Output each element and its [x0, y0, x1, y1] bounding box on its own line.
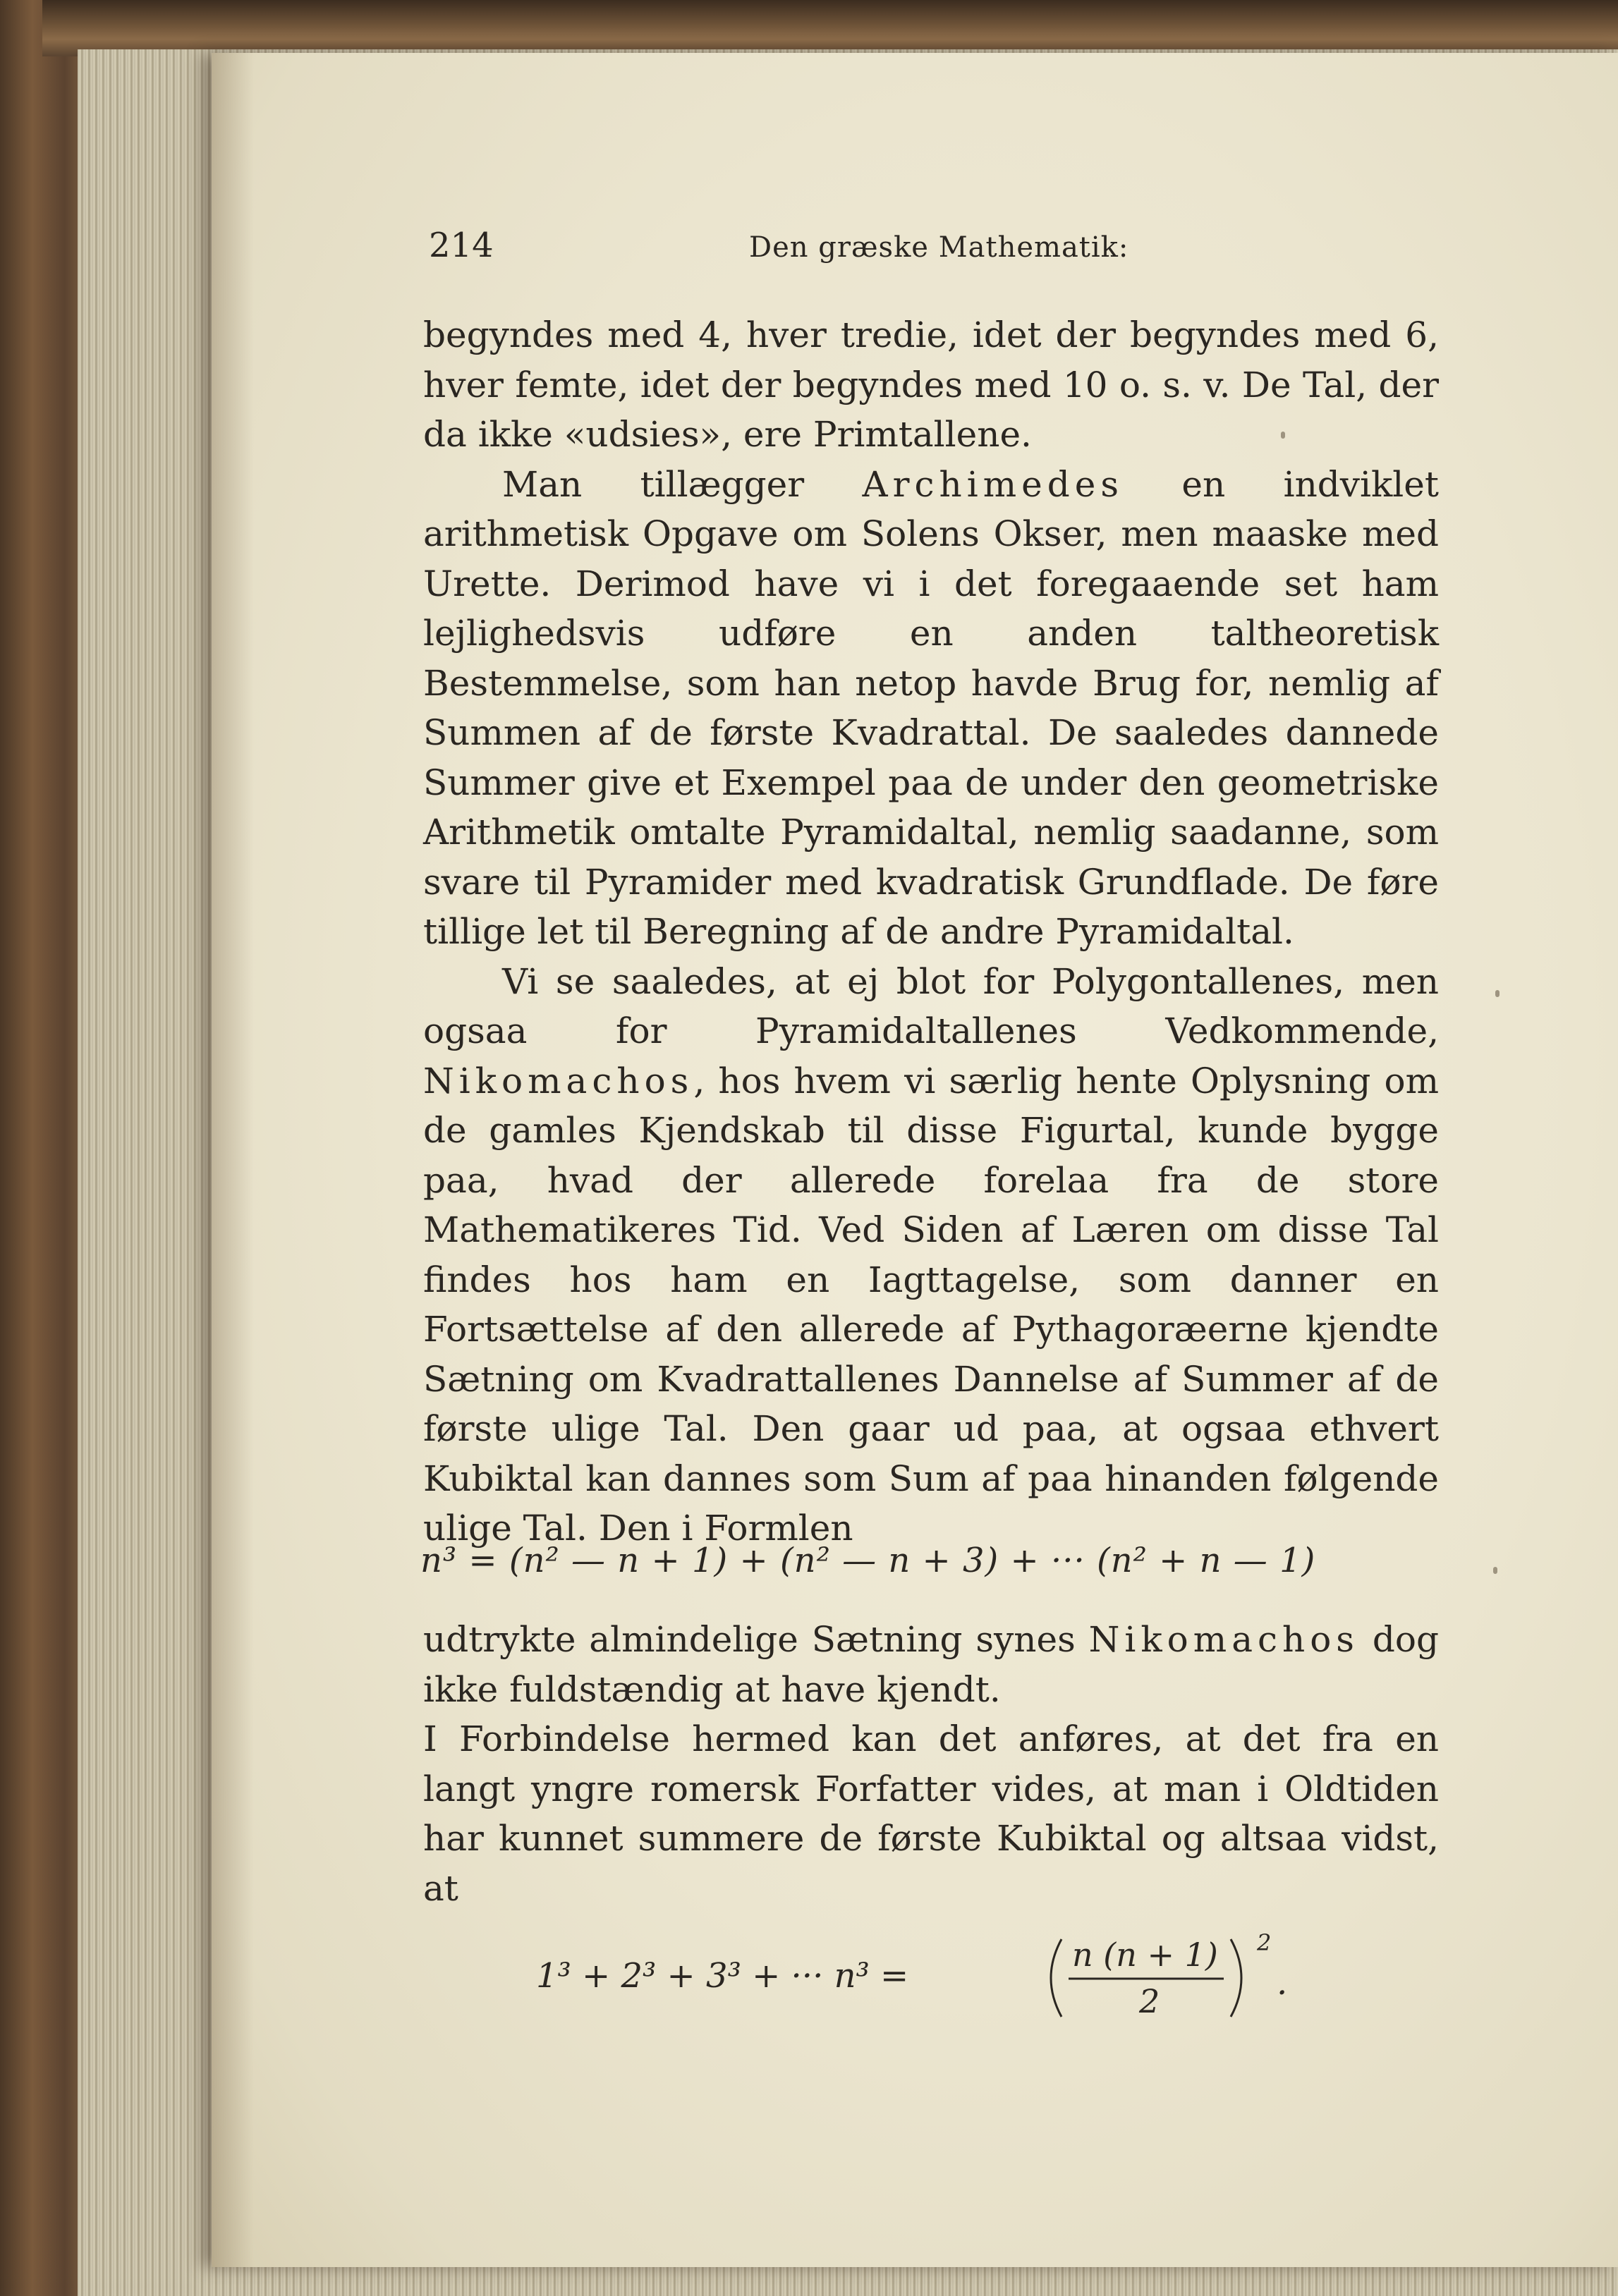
paragraph-3 — [423, 957, 1439, 1553]
paragraph-2 — [423, 460, 1439, 957]
paragraph-2-before: Man tillægger — [502, 463, 863, 505]
page-number: 214 — [429, 226, 494, 265]
formula-sum-of-cubes-svg — [536, 1925, 1340, 2031]
left-paren — [1051, 1939, 1062, 2017]
paper-speck — [1493, 1567, 1497, 1574]
paragraph-4-before: udtrykte almindelige Sætning synes — [423, 1619, 1089, 1660]
paragraph-5: I Forbindelse hermed kan det anføres, at det fra en langt yngre romersk Forfatter vides, at man i Oldtiden har kunnet summere de første Kubiktal og altsaa vidst, at — [423, 1718, 1439, 1909]
name-nikomachos-2: Nikomachos — [1088, 1619, 1359, 1660]
name-nikomachos: Nikomachos — [423, 1060, 694, 1101]
paragraph-3-before: Vi se saaledes, at ej blot for Polygontallenes, men ogsaa for Pyramidaltallenes Vedkommende, — [423, 960, 1439, 1051]
name-archimedes: Archimedes — [862, 463, 1124, 505]
paragraph-2-after: en indviklet arithmetisk Opgave om Solens Okser, men maaske med Urette. Derimod have vi i det foregaaende set ham lejlighedsvis udføre en anden taltheoretisk Bestemmelse, som han netop havde Brug for, nemlig af Summen af de første Kvadrattal. De saaledes dannede Summer give et Exempel paa de under den geometriske Arithmetik omtalte Pyramidaltal, nemlig saadanne, som svare til Pyramider med kvadratisk Grundflade. De føre tillige let til Beregning af de andre Pyramidaltal. — [423, 463, 1439, 952]
paragraph-1: begyndes med 4, hver tredie, idet der begyndes med 6, hver femte, idet der begyndes med 10 o. s. v. De Tal, der da ikke «udsies», ere Primtallene. — [423, 315, 1439, 455]
gutter-shadow — [212, 53, 254, 2267]
formula-exponent: 2 — [1257, 1929, 1272, 1956]
right-paren — [1231, 1939, 1241, 2017]
fraction-denominator: 2 — [1139, 1982, 1160, 2020]
book-top-edge — [42, 0, 1618, 56]
body-text-lower — [423, 1615, 1439, 1913]
paper-speck — [1495, 990, 1500, 997]
formula-sum-of-cubes — [536, 1925, 1340, 2039]
paragraph-3-after: , hos hvem vi særlig hente Oplysning om de gamles Kjendskab til disse Figurtal, kunde bygge paa, hvad der allerede forelaa fra de store Mathematikeres Tid. Ved Siden af Læren om disse Tal findes hos ham en Iagttagelse, som danner en Fortsættelse af den allerede af Pythagoræerne kjendte Sætning om Kvadrattallenes Dannelse af Summer af de første ulige Tal. Den gaar ud paa, at ogsaa ethvert Kubiktal kan dannes som Sum af paa hinanden følgende ulige Tal. Den i Formlen — [423, 1060, 1439, 1549]
running-title: Den græske Mathematik: — [749, 231, 1129, 264]
fraction-numerator: n (n + 1) — [1072, 1936, 1218, 1974]
paragraph-4-after: dog ikke fuldstændig at have kjendt. — [423, 1619, 1439, 1710]
formula-lhs: 1³ + 2³ + 3³ + ··· n³ = — [536, 1956, 909, 1996]
paragraph-4 — [423, 1615, 1439, 1714]
formula-period: . — [1277, 1963, 1288, 2003]
formula-cube-sum-odd: n³ = (n² — n + 1) + (n² — n + 3) + ··· (n² + n — 1) — [420, 1541, 1316, 1580]
body-text-upper — [423, 310, 1439, 1553]
paper-speck — [1281, 432, 1285, 439]
